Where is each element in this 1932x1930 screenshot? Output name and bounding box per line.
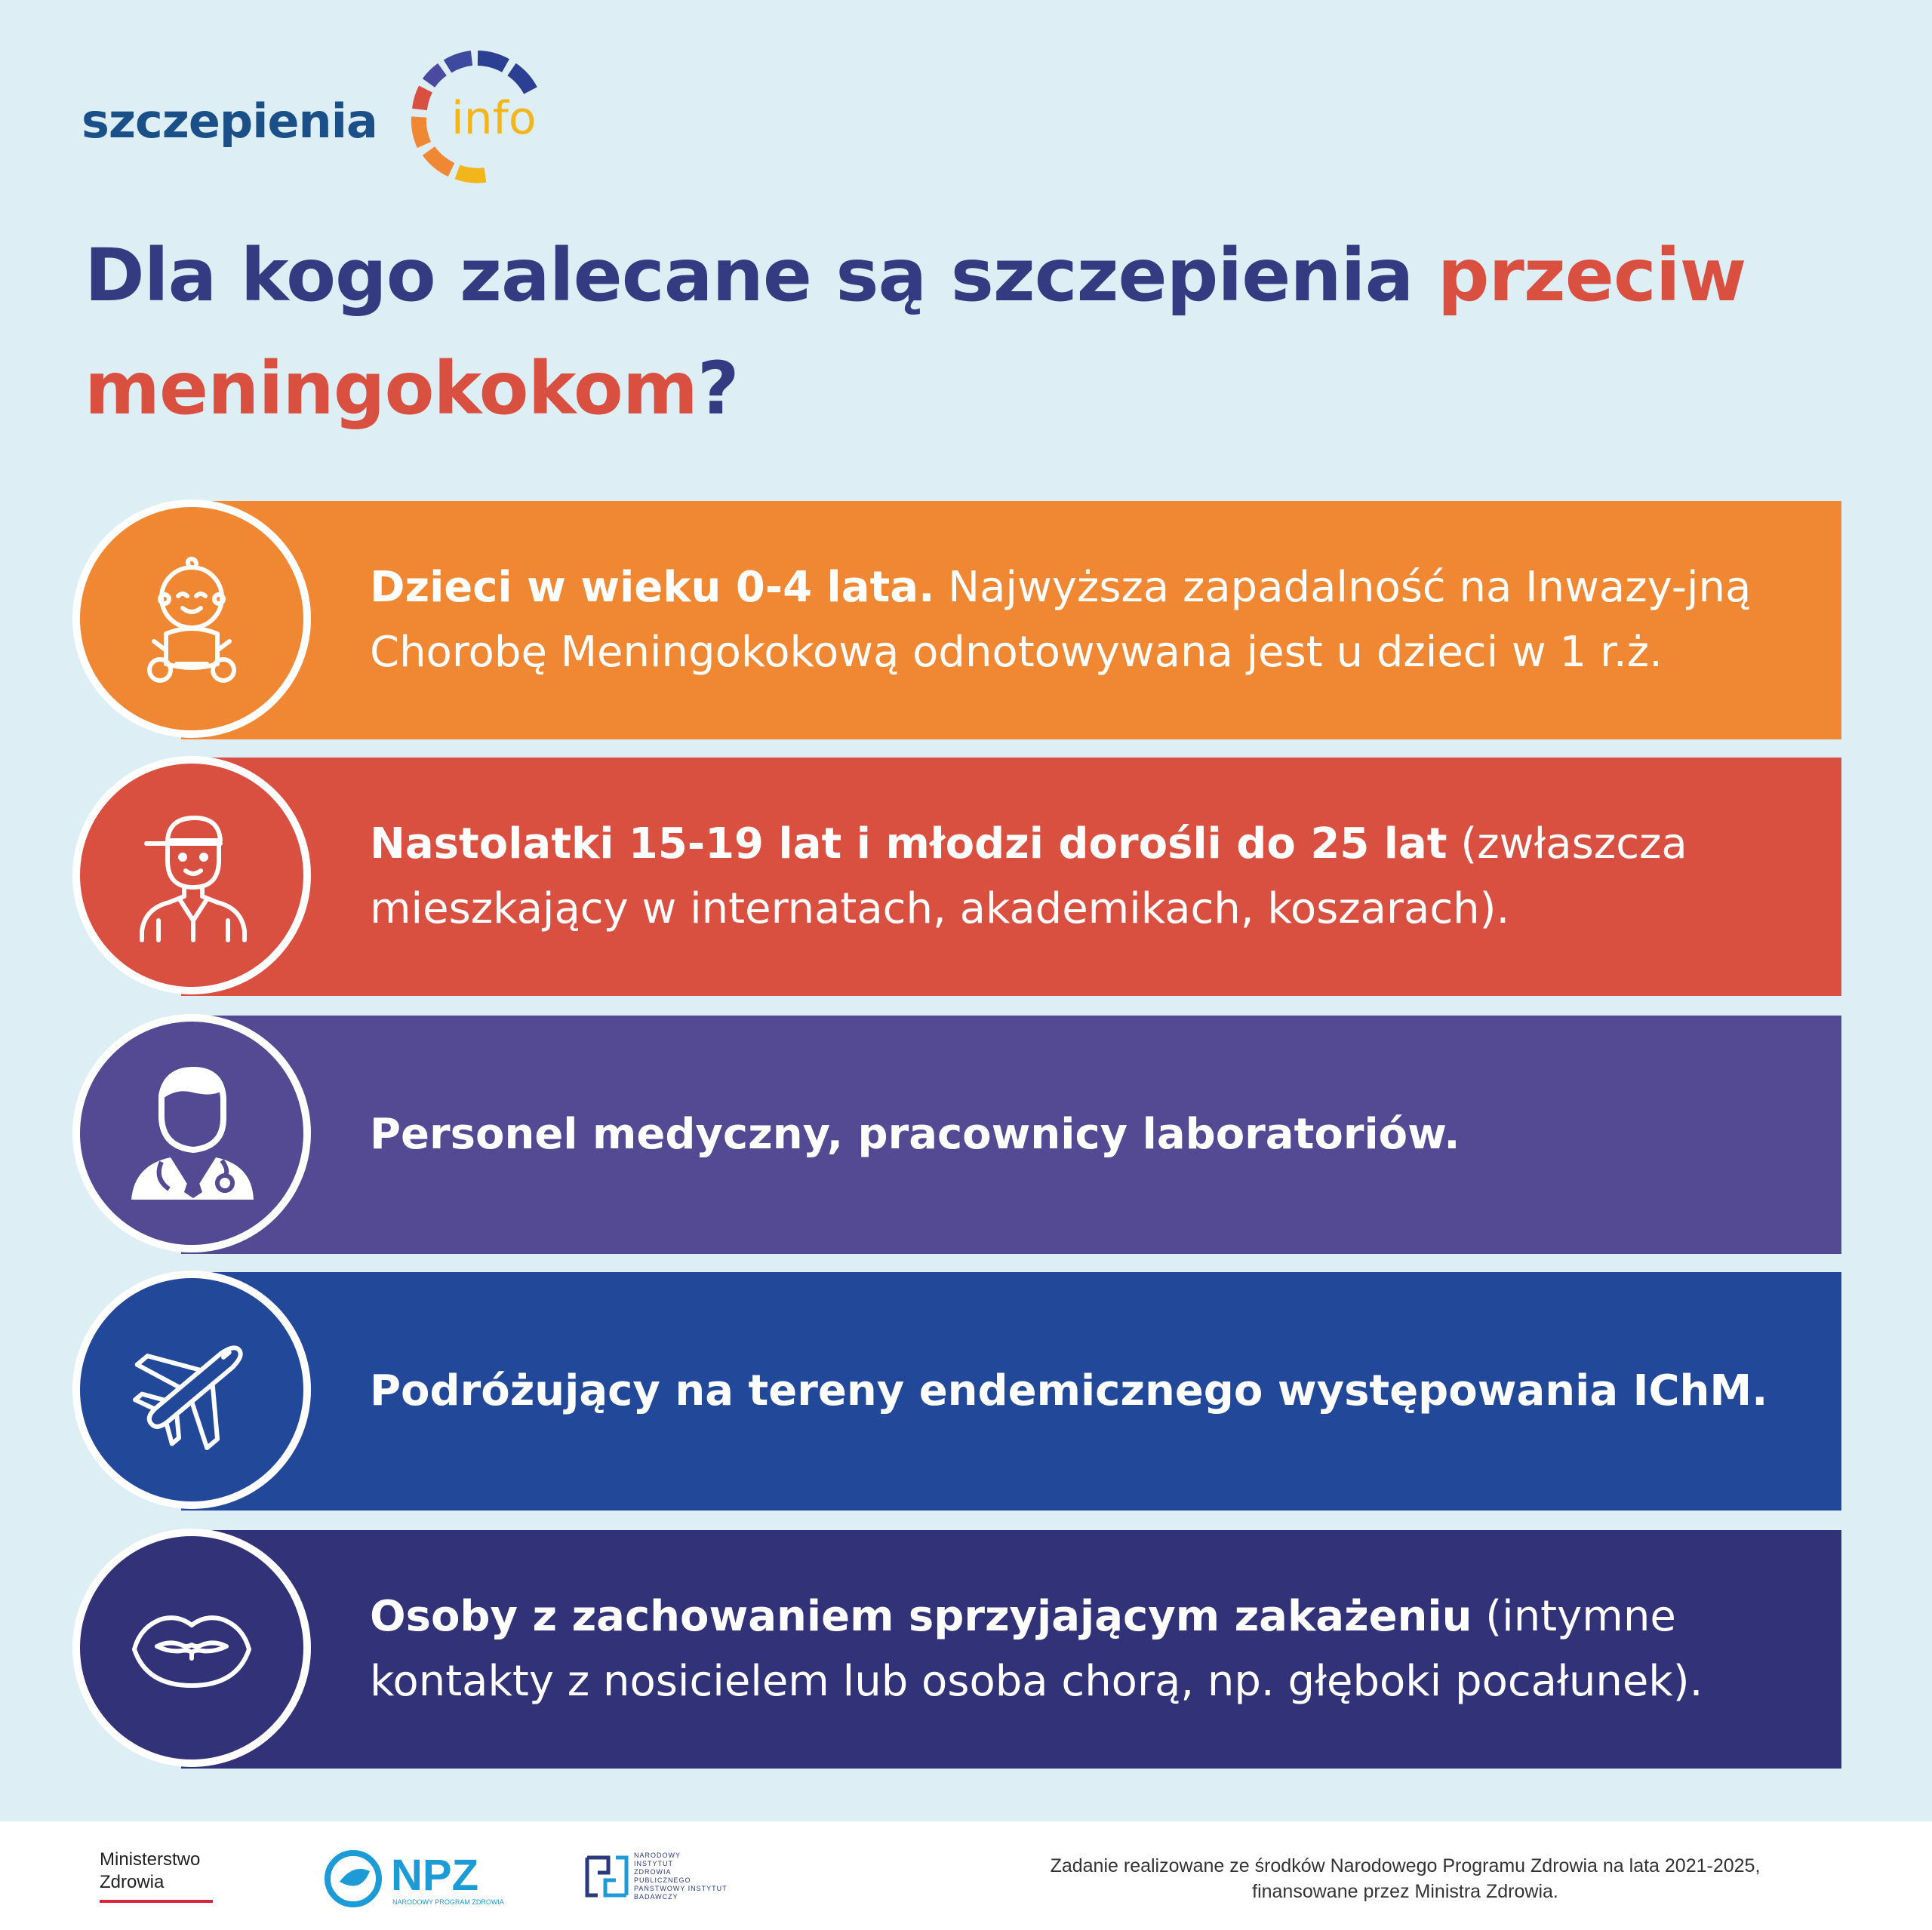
funding-line-1: Zadanie realizowane ze środków Narodowego Programu Zdrowia na lata 2021-2025, [1050,1855,1761,1876]
logo-word-info: info [451,92,537,145]
row-text-bold: Dzieci w wieku 0-4 lata. [370,563,935,612]
row-text [370,1530,1804,1769]
row-icon-circle [72,1271,311,1509]
nizp-emblem-icon [583,1850,631,1903]
group-row-teenagers [0,758,1932,996]
szczepienia-info-logo[interactable] [82,45,610,189]
doctor-icon [124,1065,260,1201]
group-row-travellers [0,1272,1932,1511]
ministry-of-health-logo[interactable] [100,1849,213,1903]
row-text [370,1272,1804,1511]
group-row-medical-staff [0,1016,1932,1254]
row-icon-circle [72,499,311,738]
ministry-line-2: Zdrowia [100,1872,165,1892]
airplane-icon [124,1322,260,1458]
footer [0,1821,1932,1930]
row-text-bold: Podróżujący na tereny endemicznego występowania IChM. [370,1366,1768,1415]
title-accent: przeciw meningokokom [85,233,1746,431]
flag-stripe [100,1900,213,1903]
ministry-line-1: Ministerstwo [100,1849,201,1870]
row-text-bold: Personel medyczny, pracownicy laboratoriów. [370,1110,1460,1159]
npz-emblem-icon [323,1849,383,1909]
teenager-icon [124,807,260,943]
funding-line-2: finansowane przez Ministra Zdrowia. [1252,1881,1558,1902]
row-text-rest: (intymne kontakty z nosicielem lub osoba chorą, np. głęboki pocałunek). [370,1592,1703,1706]
nizp-name: NARODOWY INSTYTUT ZDROWIA PUBLICZNEGO PAŃSTWOWY INSTYTUT BADAWCZY [634,1852,728,1901]
nizp-logo[interactable] [583,1849,734,1909]
row-text [370,501,1804,739]
npz-title: NPZ [391,1851,478,1900]
group-row-risk-behaviour [0,1530,1932,1769]
logo-word-szczepienia: szczepienia [82,94,377,149]
baby-icon [124,551,260,687]
group-row-children [0,501,1932,739]
title-part-1: Dla kogo zalecane są szczepienia [85,233,1438,318]
page-title [85,219,1866,445]
title-question-mark: ? [697,346,739,431]
lips-icon [124,1580,260,1716]
row-text-bold: Osoby z zachowaniem sprzyjającym zakażeniu [370,1592,1472,1641]
row-text-bold: Nastolatki 15-19 lat i młodzi dorośli do 25 lat [370,819,1447,868]
funding-note [990,1853,1820,1904]
row-text-rest: Najwyższa zapadalność na Inwazy-jną Chorobę Meningokokową odnotowywana jest u dzieci w 1 r.ż. [370,563,1752,677]
npz-logo[interactable] [323,1849,504,1909]
npz-subtitle: NARODOWY PROGRAM ZDROWIA [392,1898,504,1906]
row-text-rest: (zwłaszcza mieszkający w internatach, akademikach, koszarach). [370,819,1687,933]
row-text [370,1016,1804,1254]
row-icon-circle [72,1014,311,1252]
row-icon-circle [72,756,311,994]
row-icon-circle [72,1529,311,1767]
row-text [370,758,1804,996]
